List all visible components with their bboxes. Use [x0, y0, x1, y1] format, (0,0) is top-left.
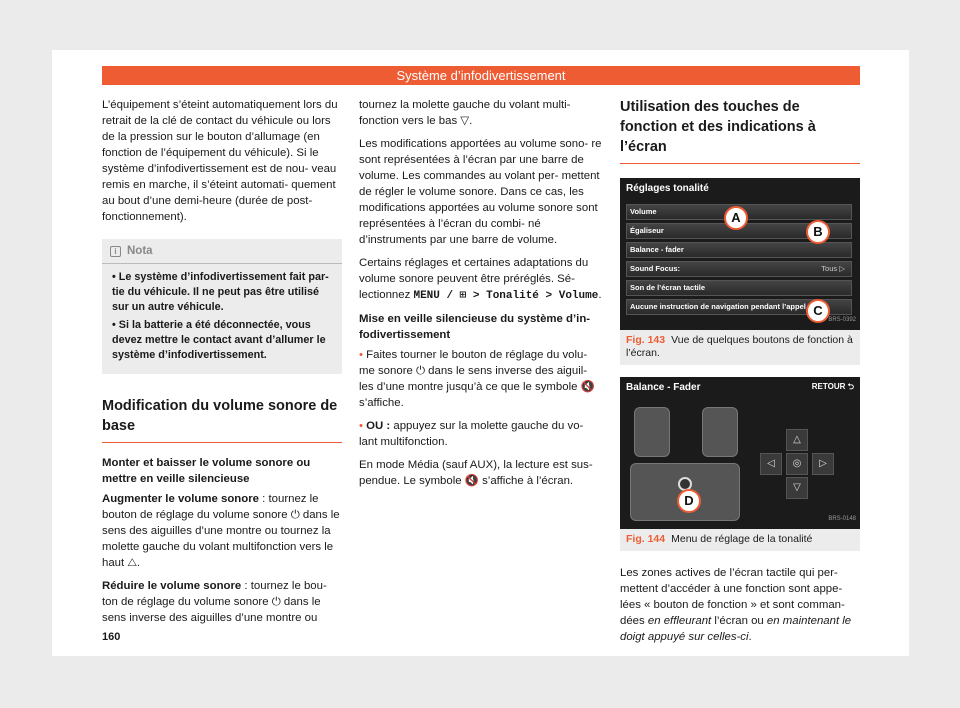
figure-ref: BRS-0148 — [828, 516, 856, 522]
paragraph: Certains réglages et certaines adaptations du volume sonore peuvent être préréglés. Sé- lectionnez MENU / ⊞ > Tonalité > Volume. — [359, 257, 602, 302]
menu-command: MENU / ⊞ > Tonalité > Volume — [413, 290, 599, 302]
raise-volume-paragraph: Augmenter le volume sonore : tournez le bouton de réglage du volume sonore ⏻ dans le sens des aiguilles d’une montre ou tournez la molette gauche du volant multifonction vers le haut △. — [102, 493, 340, 569]
figure-144 — [620, 377, 860, 551]
callout-d: D — [677, 489, 701, 513]
info-icon: i — [110, 246, 121, 257]
figure-144-caption: Fig. 144 Menu de réglage de la tonalité — [620, 529, 860, 551]
section-title-volume: Modification du volume sonore de base — [102, 396, 342, 443]
nota-item: • Le système d’infodivertissement fait par- tie du véhicule. Il ne peut pas être utilisé sur un autre véhicule. — [112, 271, 329, 313]
screen-title: Balance - Fader — [626, 382, 701, 393]
column-2 — [359, 97, 602, 496]
menu-row: Volume — [626, 204, 852, 220]
paragraph: tournez la molette gauche du volant multi- fonction vers le bas ▽. — [359, 99, 571, 127]
menu-row: Son de l’écran tactile — [626, 280, 852, 296]
nota-header — [102, 239, 342, 264]
paragraph: Les modifications apportées au volume sono- re sont représentées à l’écran par une barre de volume. Les commandes au volant per- mettent de régler le volume sonore. Dans ce cas, les modifications apportées au volume sonore sont représentées à l’écran du combi- né d’instruments par une barre de volume. — [359, 138, 602, 246]
nota-box — [102, 239, 342, 374]
nota-item: • Si la batterie a été déconnectée, vous devez mettre le contact avant d’allumer le système d’infodivertissement. — [112, 319, 326, 361]
page-header: Système d’infodivertissement — [102, 66, 860, 85]
back-button: RETOUR ⮌ — [811, 382, 854, 391]
callout-a: A — [724, 206, 748, 230]
intro-paragraph: L’équipement s’éteint automatiquement lors du retrait de la clé de contact du véhicule ou lors de la pression sur le bouton d’allumage (en fonction de l’équipement du véhicule). Si le système d’infodivertissement est de nou- veau remis en marche, il s’éteint automati- quement au bout d’une demi-heure (durée de post-fonctionnement). — [102, 99, 338, 223]
seat-front-left — [634, 407, 670, 457]
section-title-buttons: Utilisation des touches de fonction et des indications à l’écran — [620, 97, 860, 164]
subsection-title-volume: Monter et baisser le volume sonore ou mettre en veille silencieuse — [102, 457, 311, 485]
center-icon: ◎ — [786, 453, 808, 475]
figure-ref: BRS-0392 — [828, 317, 856, 323]
bullet-item: • Faites tourner le bouton de réglage du volu- me sonore ⏻ dans le sens inverse des aiguil- les d’une montre jusqu’à ce que le symbole 🔇 s’affiche. — [359, 349, 595, 409]
bullet-item: • OU : appuyez sur la molette gauche du vo- lant multifonction. — [359, 420, 584, 448]
paragraph: En mode Média (sauf AUX), la lecture est sus- pendue. Le symbole 🔇 s’affiche à l’écran. — [359, 459, 593, 487]
paragraph: Les zones actives de l’écran tactile qui per- mettent d’accéder à une fonction sont appe- lées « bouton de fonction » et sont comman- dées en effleurant l’écran ou en maintenant le doigt appuyé sur celles-ci. — [620, 567, 852, 643]
lower-volume-paragraph: Réduire le volume sonore : tournez le bou- ton de réglage du volume sonore ⏻ dans le sens inverse des aiguilles d’une montre ou — [102, 580, 327, 624]
callout-b: B — [806, 220, 830, 244]
menu-row: Balance - fader — [626, 242, 852, 258]
down-arrow-icon: ▽ — [786, 477, 808, 499]
bullet-icon: • — [359, 349, 367, 361]
screen-title: Réglages tonalité — [626, 183, 709, 194]
nota-title: Nota — [127, 245, 153, 257]
page-number: 160 — [102, 631, 121, 643]
menu-row: Égaliseur — [626, 223, 852, 239]
figure-143 — [620, 178, 860, 365]
menu-row: Aucune instruction de navigation pendant l’appel — [626, 299, 852, 315]
bullet-icon: • — [359, 420, 367, 432]
up-arrow-icon: △ — [786, 429, 808, 451]
column-3 — [620, 97, 860, 652]
subsection-title-mute: Mise en veille silencieuse du système d’in- fodivertissement — [359, 313, 591, 341]
seat-front-right — [702, 407, 738, 457]
nota-body — [102, 264, 342, 363]
callout-c: C — [806, 299, 830, 323]
left-arrow-icon: ◁ — [760, 453, 782, 475]
figure-143-image — [620, 178, 860, 330]
figure-144-image — [620, 377, 860, 529]
menu-row: Sound Focus: Tous ▷ — [626, 261, 852, 277]
right-arrow-icon: ▷ — [812, 453, 834, 475]
column-1 — [102, 97, 342, 633]
figure-143-caption: Fig. 143 Vue de quelques boutons de fonction à l’écran. — [620, 330, 860, 365]
